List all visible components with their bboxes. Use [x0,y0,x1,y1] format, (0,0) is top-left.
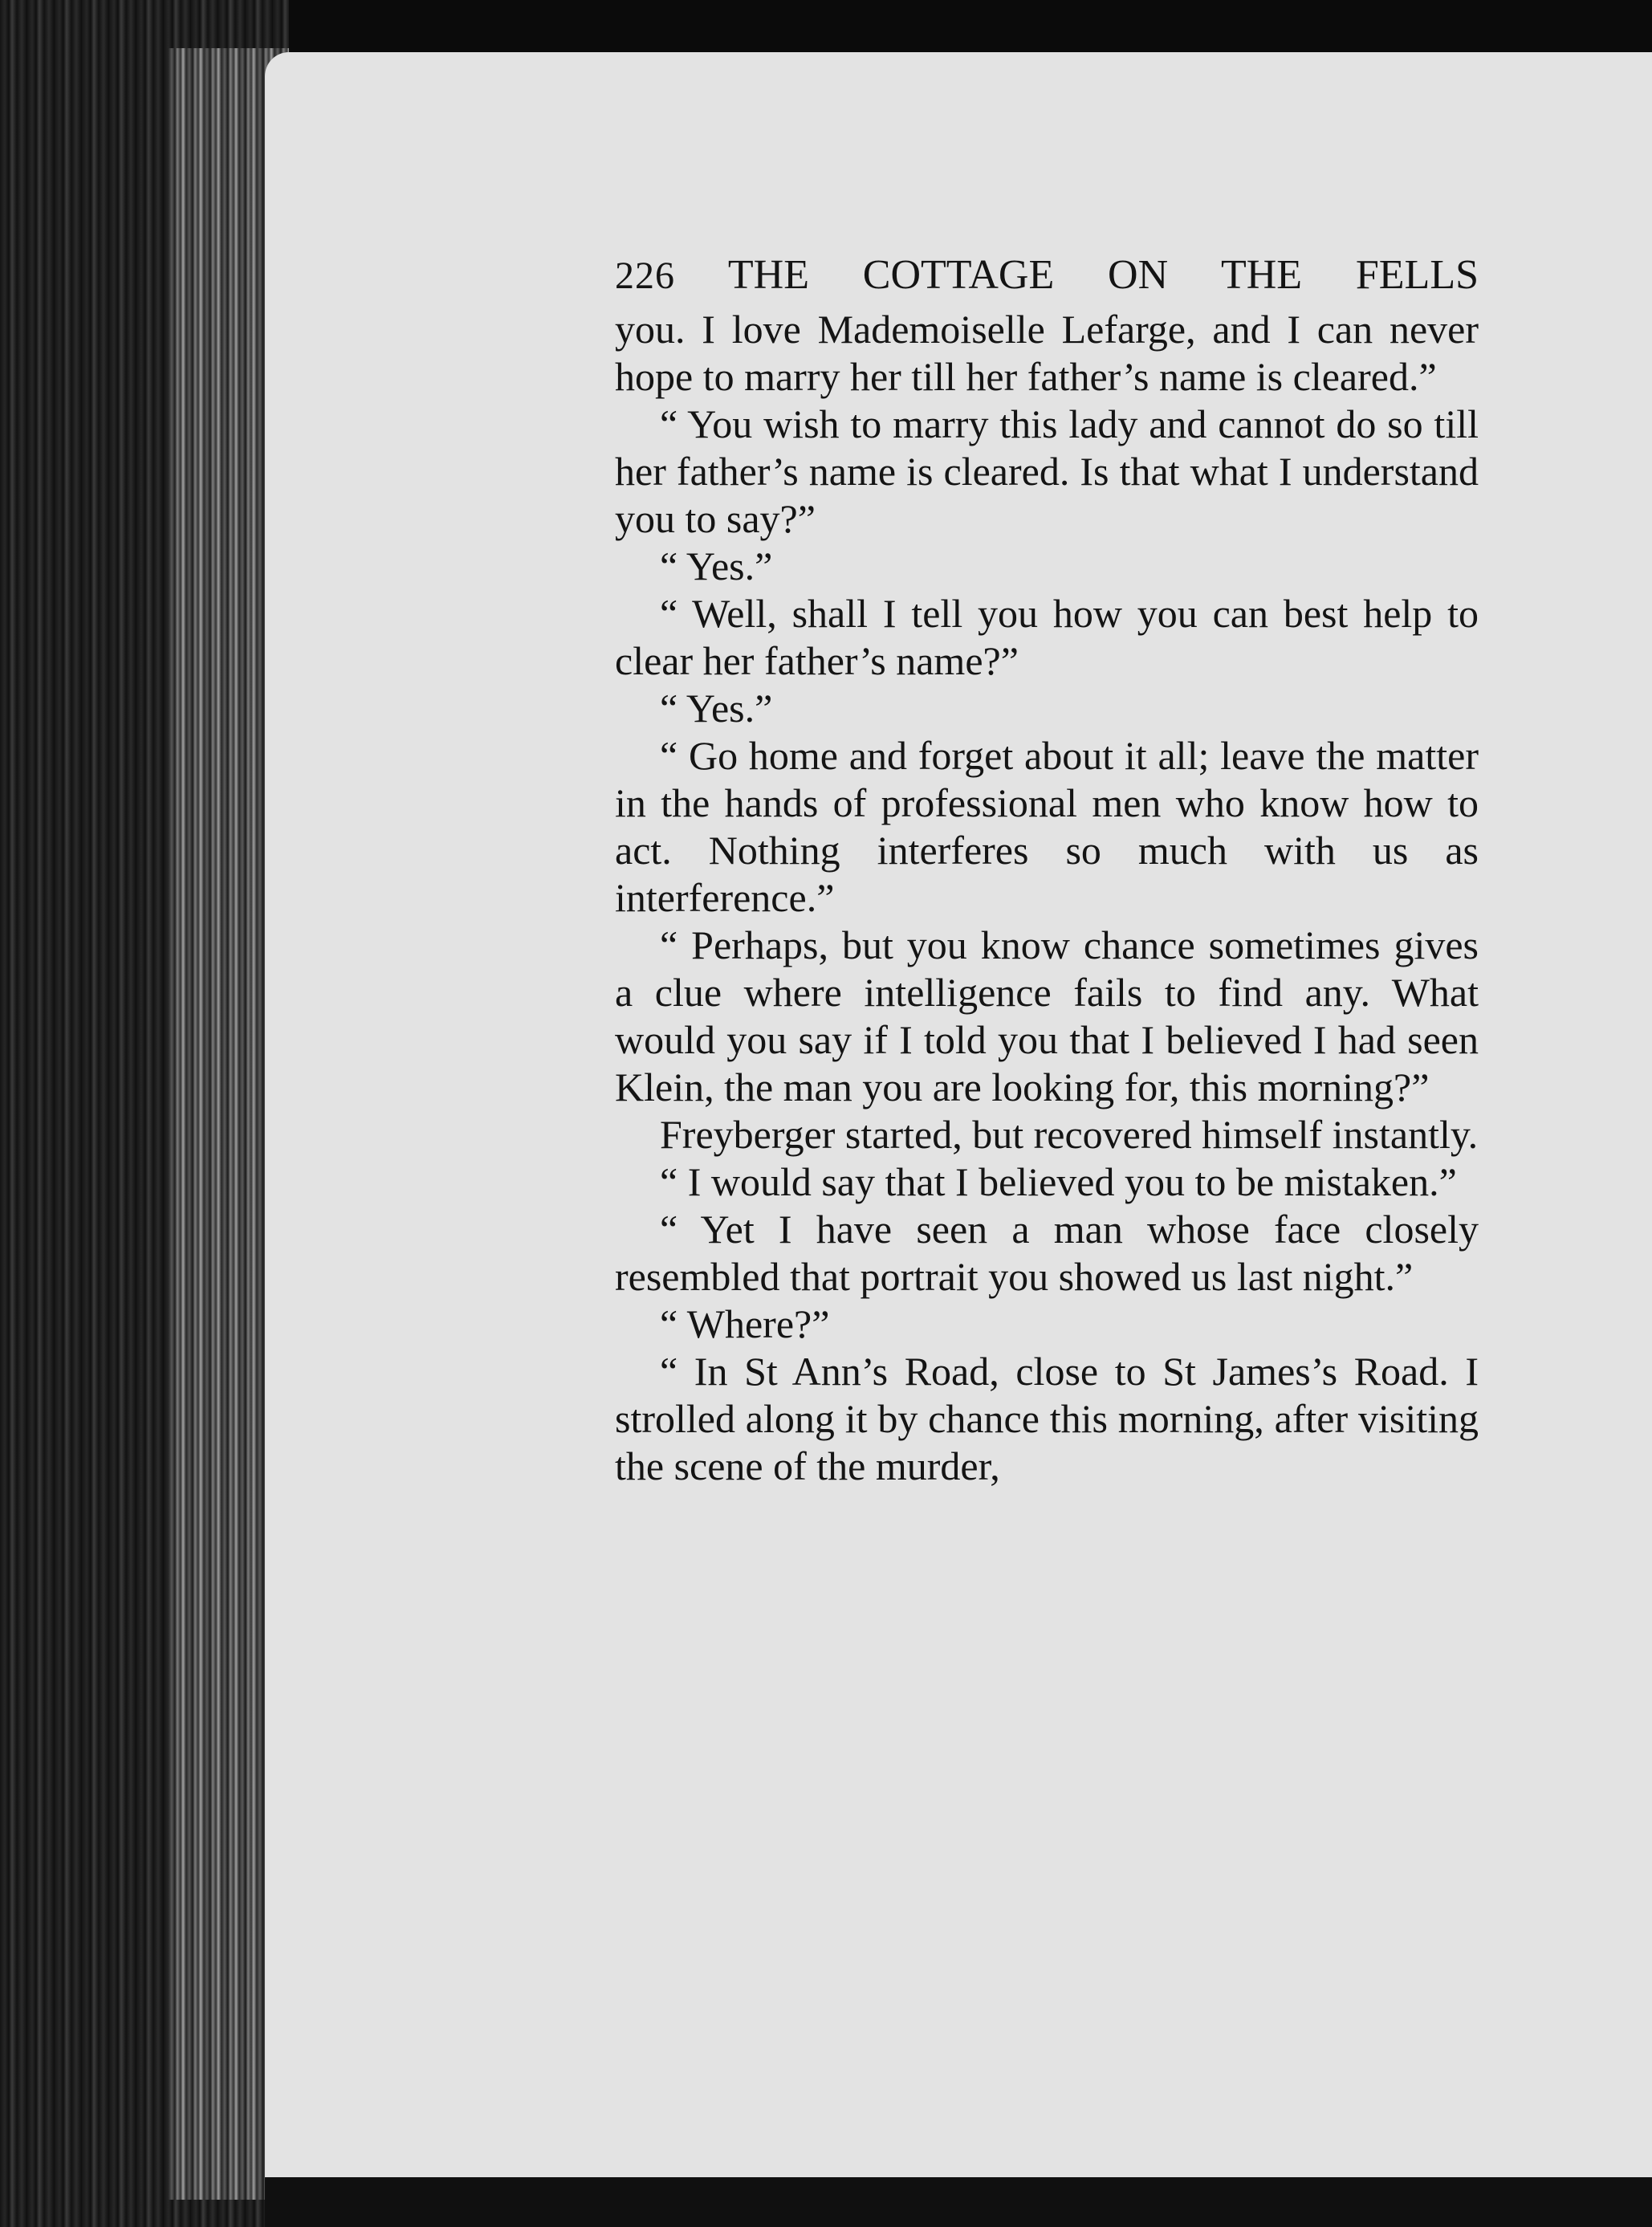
paragraph: “ Well, shall I tell you how you can best help to clear her father’s name?” [615,591,1479,683]
page-number: 226 [615,254,675,297]
paragraph: “ I would say that I believed you to be mistaken.” [660,1159,1457,1204]
running-title: THE COTTAGE ON THE FELLS [727,252,1479,298]
paragraph: “ Yes.” [660,544,773,588]
paragraph: “ Yet I have seen a man whose face closely resembled that portrait you showed us last night.” [615,1207,1479,1299]
paragraph: Freyberger started, but recovered himself instantly. [660,1112,1479,1157]
paragraph: “ Yes.” [660,686,773,731]
paragraph: “ Perhaps, but you know chance sometimes gives a clue where intelligence fails to find any. What would you say if I told you that I believed I had seen Klein, the man you are looking for, this morning?” [615,922,1479,1109]
paragraph: “ You wish to marry this lady and cannot do so till her father’s name is cleared. Is that what I understand you to say?” [615,401,1479,541]
running-head [615,245,1479,306]
paragraph: “ Go home and forget about it all; leave the matter in the hands of professional men who know how to act. Nothing interferes so much with us as interference.” [615,733,1479,920]
paragraph: “ In St Ann’s Road, close to St James’s Road. I strolled along it by chance this morning, after visiting the scene of the murder, [615,1349,1479,1488]
paragraph: you. I love Mademoiselle Lefarge, and I can never hope to marry her till her father’s name is cleared.” [615,307,1479,399]
page-bottom-shadow [265,2177,1652,2227]
page-text-block [615,245,1479,1490]
body-text [615,306,1479,1490]
paragraph: “ Where?” [660,1301,830,1346]
